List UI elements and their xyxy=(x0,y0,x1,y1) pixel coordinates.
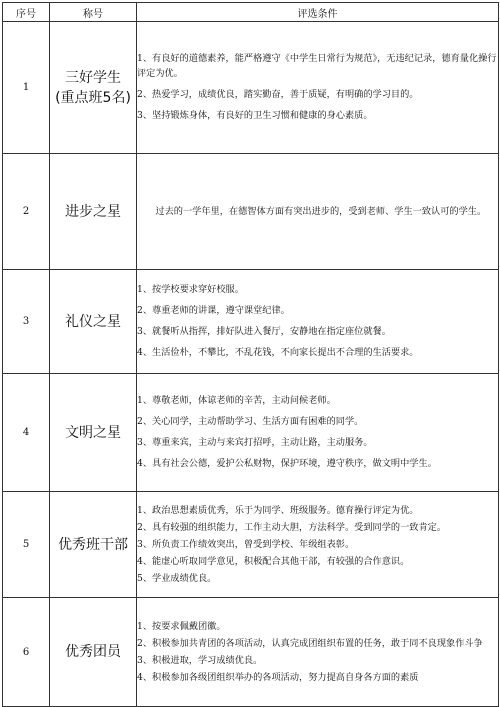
condition-line: 1、有良好的道德素养，能严格遵守《中学生日常行为规范》，无违纪记录，德育量化操行评定为优。 xyxy=(137,52,497,79)
condition-line: 3、就餐听从指挥，排好队进入餐厅，安静地在指定座位就餐。 xyxy=(137,325,391,337)
condition-line: 4、积极参加各级团组织举办的各项活动，努力提高自身各方面的素质 xyxy=(137,671,419,683)
award-name-note: (重点班5名) xyxy=(55,89,131,106)
award-name-cell xyxy=(50,154,137,270)
row-index: 3 xyxy=(3,270,50,374)
table-row xyxy=(3,22,499,154)
condition-line: 2、关心同学，主动帮助学习、生活方面有困难的同学。 xyxy=(137,415,364,427)
header-conditions: 评选条件 xyxy=(137,3,499,22)
condition-line: 2、积极参加共青团的各项活动，认真完成团组织布置的任务，敢于同不良现象作斗争 xyxy=(137,637,483,649)
award-name: 三好学生 xyxy=(65,69,121,86)
row-index: 5 xyxy=(3,492,50,598)
conditions-cell xyxy=(137,154,499,270)
condition-line: 1、按学校要求穿好校服。 xyxy=(137,283,244,295)
conditions-cell xyxy=(137,598,499,707)
condition-line: 3、所负责工作绩效突出，曾受到学校、年级组表彰。 xyxy=(137,538,355,550)
award-name: 优秀班干部 xyxy=(58,536,128,553)
conditions-cell xyxy=(137,374,499,492)
conditions-cell xyxy=(137,270,499,374)
award-name: 优秀团员 xyxy=(65,644,121,660)
award-name: 进步之星 xyxy=(65,203,121,220)
row-index: 1 xyxy=(3,22,50,154)
header-index: 序号 xyxy=(3,3,50,22)
condition-line: 1、政治思想素质优秀，乐于为同学、班级服务。德育操行评定为优。 xyxy=(137,504,419,516)
award-name-cell xyxy=(50,374,137,492)
condition-line: 4、能虚心听取同学意见，积极配合其他干部，有较强的合作意识。 xyxy=(137,555,410,567)
condition-line: 过去的一学年里，在德智体方面有突出进步的，受到老师、学生一致认可的学生。 xyxy=(155,205,487,217)
row-index: 4 xyxy=(3,374,50,492)
award-name: 文明之星 xyxy=(65,424,121,441)
award-name: 礼仪之星 xyxy=(65,313,121,330)
table-row xyxy=(3,598,499,707)
row-index: 6 xyxy=(3,598,50,707)
conditions-cell xyxy=(137,22,499,154)
table-row xyxy=(3,374,499,492)
award-name-cell xyxy=(50,270,137,374)
table-row xyxy=(3,154,499,270)
condition-line: 4、具有社会公德，爱护公私财物，保护环境，遵守秩序，做文明中学生。 xyxy=(137,457,437,469)
condition-line: 4、生活俭朴，不攀比，不乱花钱，不向家长提出不合理的生活要求。 xyxy=(137,346,419,358)
condition-line: 2、热爱学习，成绩优良，踏实勤奋，善于质疑，有明确的学习目的。 xyxy=(137,88,419,100)
condition-line: 3、坚持锻炼身体，有良好的卫生习惯和健康的身心素质。 xyxy=(137,109,373,121)
award-name-cell xyxy=(50,22,137,154)
condition-line: 2、具有较强的组织能力，工作主动大胆，方法科学。受到同学的一致肯定。 xyxy=(137,521,447,533)
row-index: 2 xyxy=(3,154,50,270)
table-row xyxy=(3,270,499,374)
condition-line: 3、积极进取，学习成绩优良。 xyxy=(137,654,263,666)
condition-line: 1、尊敬老师，体谅老师的辛苦，主动问候老师。 xyxy=(137,394,336,406)
conditions-cell xyxy=(137,492,499,598)
condition-line: 3、尊重来宾，主动与来宾打招呼，主动让路，主动服务。 xyxy=(137,436,373,448)
table-header-row xyxy=(3,3,499,22)
condition-line: 2、尊重老师的讲课，遵守课堂纪律。 xyxy=(137,304,290,316)
condition-line: 5、学业成绩优良。 xyxy=(137,572,217,584)
table-row xyxy=(3,492,499,598)
award-name-cell xyxy=(50,492,137,598)
award-name-cell xyxy=(50,598,137,707)
condition-line: 1、按要求佩戴团徽。 xyxy=(137,620,226,632)
award-criteria-table xyxy=(2,2,499,707)
header-name: 称号 xyxy=(50,3,137,22)
